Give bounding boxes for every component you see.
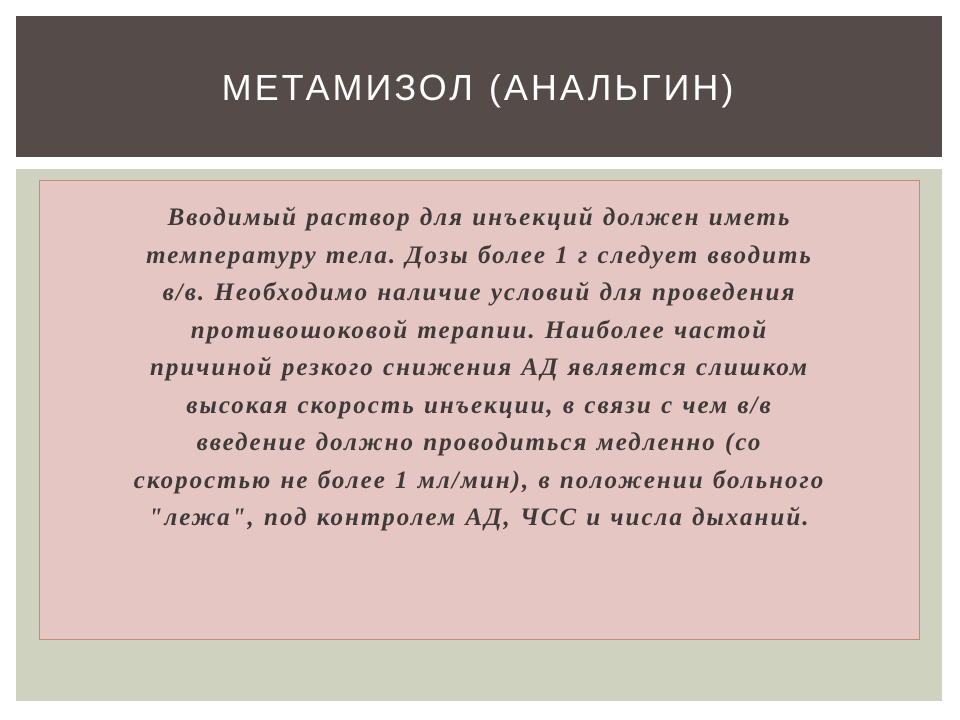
- body-text: [60, 199, 899, 537]
- content-area: [16, 169, 942, 701]
- text-box: [39, 180, 920, 640]
- body-line: в/в. Необходимо наличие условий для проведения: [162, 279, 797, 306]
- body-line: скоростью не более 1 мл/мин), в положении больного: [133, 466, 826, 494]
- body-line: противошоковой терапии. Наиболее частой: [190, 316, 769, 344]
- body-line: причиной резкого снижения АД является слишком: [149, 354, 810, 381]
- body-line: введение должно проводиться медленно (со: [196, 429, 763, 456]
- title-bar: [16, 16, 942, 157]
- body-line: Вводимый раствор для инъекций должен иметь: [167, 204, 792, 231]
- slide-title: МЕТАМИЗОЛ (АНАЛЬГИН): [221, 66, 737, 108]
- body-line: температуру тела. Дозы более 1 г следует вводить: [146, 241, 813, 269]
- body-line: высокая скорость инъекции, в связи с чем в/в: [186, 391, 773, 419]
- body-line: "лежа", под контролем АД, ЧСС и числа дыханий.: [148, 504, 811, 531]
